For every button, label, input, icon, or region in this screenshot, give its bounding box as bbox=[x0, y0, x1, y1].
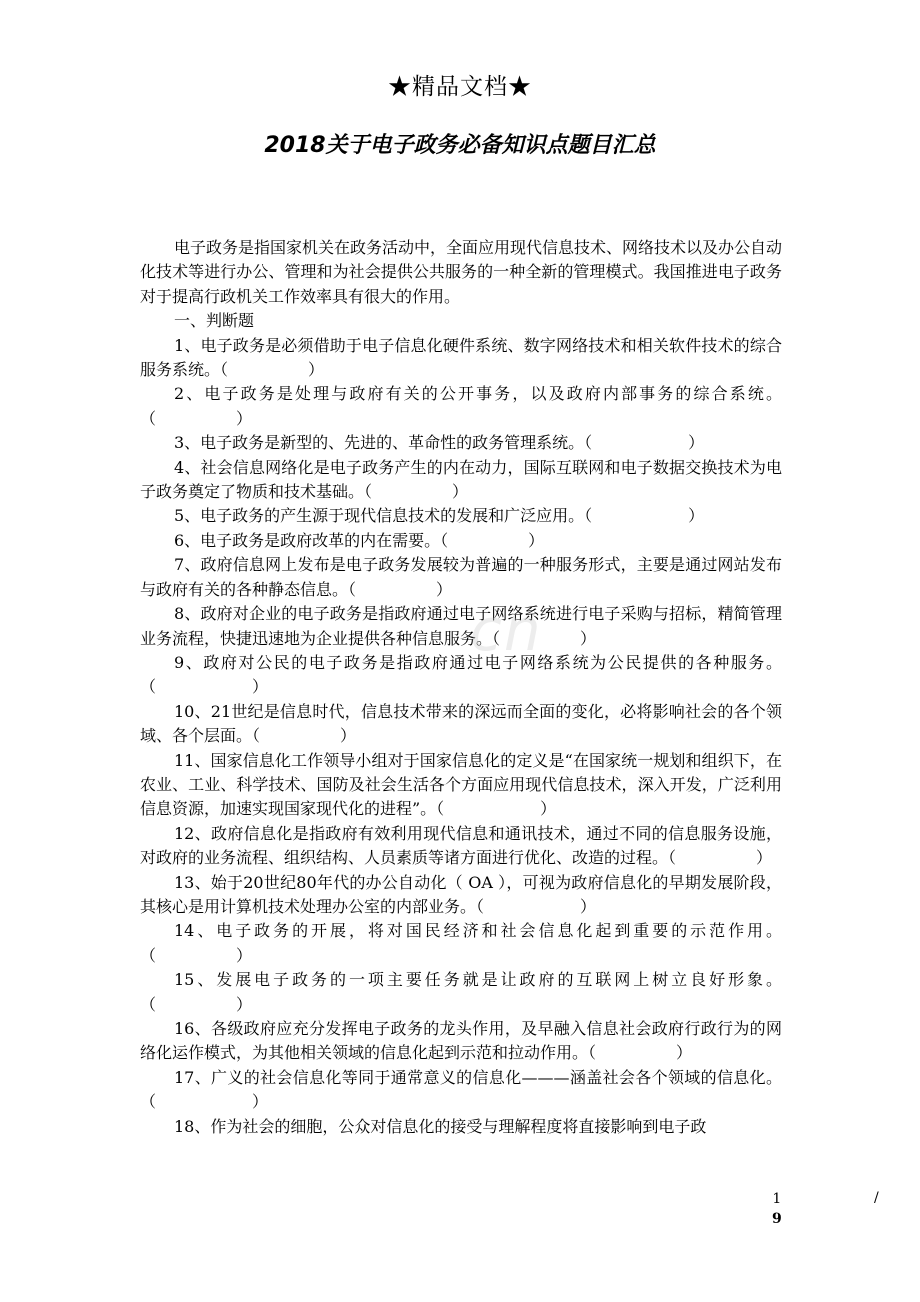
question-item: 15、发展电子政务的一项主要任务就是让政府的互联网上树立良好形象。（ ） bbox=[140, 970, 782, 1014]
question-list bbox=[140, 334, 782, 1139]
section-heading: 一、判断题 bbox=[174, 311, 255, 331]
question-item: 4、社会信息网络化是电子政务产生的内在动力，国际互联网和电子数据交换技术为电子政务奠定了物质和技术基础。（ ） bbox=[140, 457, 782, 502]
question-item: 17、广义的社会信息化等同于通常意义的信息化———涵盖社会各个领域的信息化。（ ） bbox=[140, 1067, 782, 1112]
document-body bbox=[140, 236, 782, 1139]
question-item: 6、电子政务是政府改革的内在需要。（ ） bbox=[174, 530, 545, 550]
question-item: 7、政府信息网上发布是电子政务发展较为普遍的一种服务形式，主要是通过网站发布与政府有关的各种静态信息。（ ） bbox=[140, 555, 782, 599]
page-separator: / bbox=[874, 1190, 879, 1206]
page-total: 9 bbox=[772, 1211, 782, 1227]
question-item: 12、政府信息化是指政府有效利用现代信息和通讯技术，通过不同的信息服务设施，对政府的业务流程、组织结构、人员素质等诸方面进行优化、改造的过程。（ ） bbox=[140, 823, 782, 868]
question-item: 16、各级政府应充分发挥电子政务的龙头作用，及早融入信息社会政府行政行为的网络化运作模式，为其他相关领域的信息化起到示范和拉动作用。（ ） bbox=[140, 1019, 782, 1063]
document-header: ★精品文档★ bbox=[388, 74, 532, 100]
intro-paragraph: 电子政务是指国家机关在政务活动中，全面应用现代信息技术、网络技术以及办公自动化技术等进行办公、管理和为社会提供公共服务的一种全新的管理模式。我国推进电子政务对于提高行政机关工作效率具有很大的作用。 bbox=[140, 238, 783, 306]
question-item: 13、始于20世纪80年代的办公自动化（ OA ），可视为政府信息化的早期发展阶段，其核心是用计算机技术处理办公室的内部业务。（ ） bbox=[140, 872, 782, 916]
question-item: 8、政府对企业的电子政务是指政府通过电子网络系统进行电子采购与招标，精简管理业务流程，快捷迅速地为企业提供各种信息服务。（ ） bbox=[140, 604, 782, 648]
question-item: 10、21世纪是信息时代，信息技术带来的深远而全面的变化，必将影响社会的各个领域、各个层面。（ ） bbox=[140, 701, 782, 746]
document-title: 2018关于电子政务必备知识点题目汇总 bbox=[264, 133, 656, 158]
question-item: 11、国家信息化工作领导小组对于国家信息化的定义是“在国家统一规划和组织下，在农业、工业、科学技术、国防及社会生活各个方面应用现代信息技术，深入开发，广泛利用信息资源，加速实现国家现代化的进程”。（ ） bbox=[140, 750, 782, 819]
question-item: 5、电子政务的产生源于现代信息技术的发展和广泛应用。（ ） bbox=[174, 506, 705, 526]
page-current: 1 bbox=[772, 1191, 782, 1207]
watermark: cn bbox=[470, 596, 543, 664]
question-item: 1、电子政务是必须借助于电子信息化硬件系统、数字网络技术和相关软件技术的综合服务系统。（ ） bbox=[140, 335, 782, 380]
page-number bbox=[772, 1190, 782, 1228]
question-item: 2、电子政务是处理与政府有关的公开事务，以及政府内部事务的综合系统。（ ） bbox=[140, 384, 782, 428]
question-item: 14、电子政务的开展，将对国民经济和社会信息化起到重要的示范作用。（ ） bbox=[140, 921, 782, 965]
question-item: 9、政府对公民的电子政务是指政府通过电子网络系统为公民提供的各种服务。（ ） bbox=[140, 652, 782, 697]
question-item: 18、作为社会的细胞，公众对信息化的接受与理解程度将直接影响到电子政 bbox=[174, 1116, 707, 1136]
question-item: 3、电子政务是新型的、先进的、革命性的政务管理系统。（ ） bbox=[174, 433, 705, 453]
